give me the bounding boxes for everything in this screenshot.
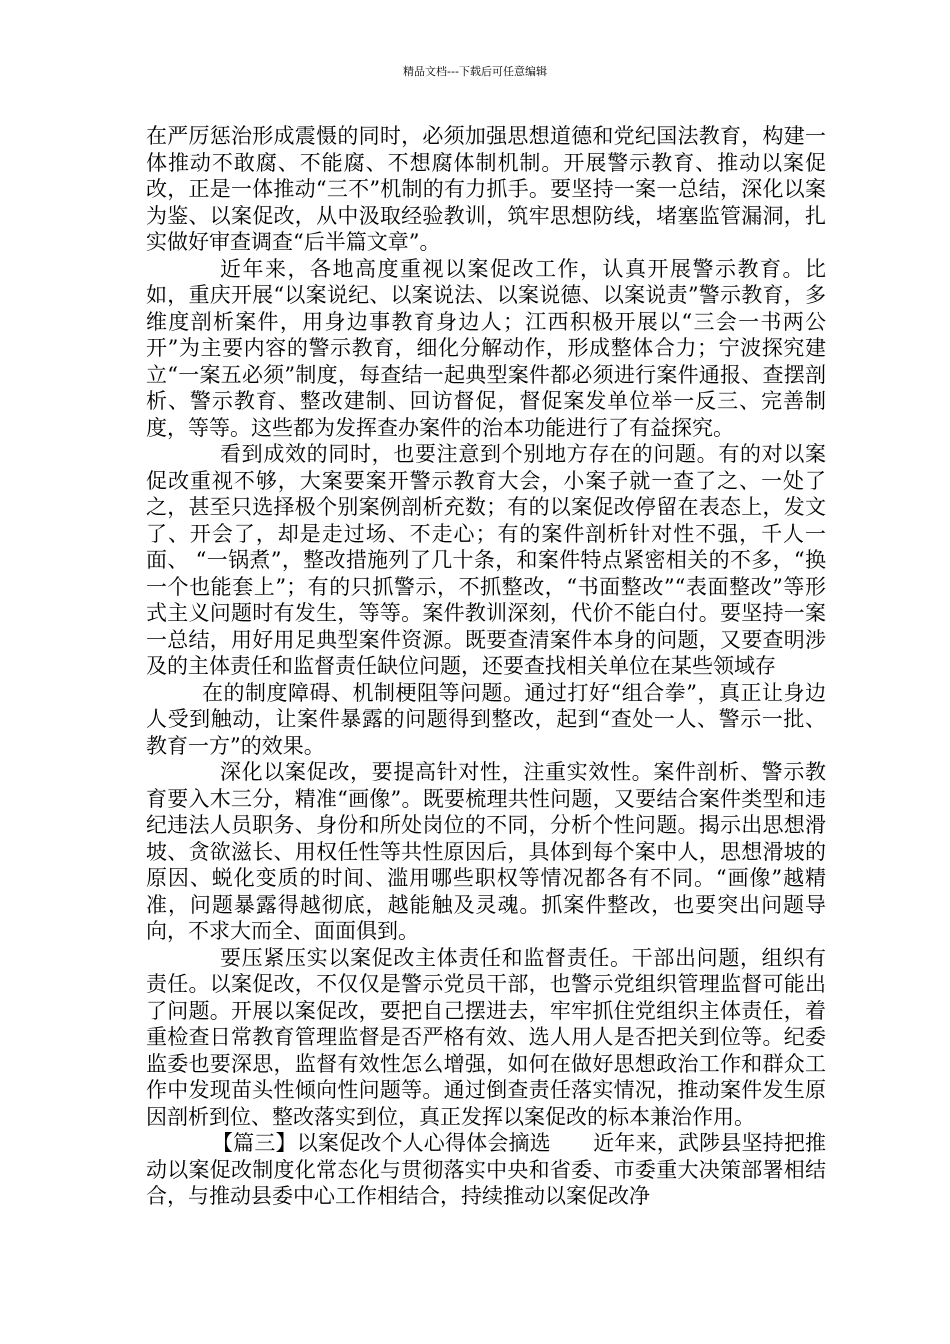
paragraph-6: 要压紧压实以案促改主体责任和监督责任。干部出问题，组织有责任。以案促改，不仅仅是警示党员干部，也警示党组织管理监督可能出了问题。开展以案促改，要把自己摆进去，牢牢抓住党组织主体责任，着重检查日常教育管理监督是否严格有效、选人用人是否把关到位等。纪委监委也要深思，监督有效性怎么增强，如何在做好思想政治工作和群众工作中发现苗头性倾向性问题等。通过倒查责任落实情况，推动案件发生原因剖析到位、整改落实到位，真正发挥以案促改的标本兼治作用。 xyxy=(146,945,826,1129)
paragraph-2: 近年来，各地高度重视以案促改工作，认真开展警示教育。比如，重庆开展“以案说纪、以案说法、以案说德、以案说责”警示教育，多维度剖析案件，用身边事教育身边人；江西积极开展以“三会一书两公开”为主要内容的警示教育，细化分解动作，形成整体合力；宁波探究建立“一案五必须”制度，每查结一起典型案件都必须进行案件通报、查摆剖析、警示教育、整改建制、回访督促，督促案发单位举一反三、完善制度，等等。这些都为发挥查办案件的治本功能进行了有益探究。 xyxy=(146,256,826,440)
paragraph-4: 在的制度障碍、机制梗阻等问题。通过打好“组合拳”，真正让身边人受到触动，让案件暴露的问题得到整改，起到“查处一人、警示一批、教育一方”的效果。 xyxy=(146,680,826,758)
page-header: 精品文档---下载后可任意编辑 xyxy=(403,65,547,78)
paragraph-3: 看到成效的同时，也要注意到个别地方存在的问题。有的对以案促改重视不够，大案要案开警示教育大会，小案子就一查了之、一处了之，甚至只选择极个别案例剖析充数；有的以案促改停留在表态上，发文了、开会了，却是走过场、不走心；有的案件剖析针对性不强，千人一面、 “一锅煮”，整改措施列了几十条，和案件特点紧密相关的不多，“换一个也能套上”；有的只抓警示，不抓整改，“书面整改”“表面整改”等形式主义问题时有发生，等等。案件教训深刻，代价不能白付。要坚持一案一总结，用好用足典型案件资源。既要查清案件本身的问题，又要查明涉及的主体责任和监督责任缺位问题，还要查找相关单位在某些领域存 xyxy=(146,442,826,678)
document-body xyxy=(146,123,826,1210)
paragraph-5: 深化以案促改，要提高针对性，注重实效性。案件剖析、警示教育要入木三分，精准“画像”。既要梳理共性问题，又要结合案件类型和违纪违法人员职务、身份和所处岗位的不同，分析个性问题。揭示出思想滑坡、贪欲滋长、用权任性等共性原因后，具体到每个案中人，思想滑坡的原因、蜕化变质的时间、滥用哪些职权等情况都各有不同。“画像”越精准，问题暴露得越彻底，越能触及灵魂。抓案件整改，也要突出问题导向，不求大而全、面面俱到。 xyxy=(146,760,826,943)
paragraph-7: 【篇三】以案促改个人心得体会摘选 近年来，武陟县坚持把推动以案促改制度化常态化与贯彻落实中央和省委、市委重大决策部署相结合，与推动县委中心工作相结合，持续推动以案促改净 xyxy=(146,1131,826,1208)
paragraph-1: 在严厉惩治形成震慑的同时，必须加强思想道德和党纪国法教育，构建一体推动不敢腐、不能腐、不想腐体制机制。开展警示教育、推动以案促改，正是一体推动“三不”机制的有力抓手。要坚持一案一总结，深化以案为鉴、以案促改，从中汲取经验教训，筑牢思想防线，堵塞监管漏洞，扎实做好审查调查“后半篇文章”。 xyxy=(146,124,826,254)
